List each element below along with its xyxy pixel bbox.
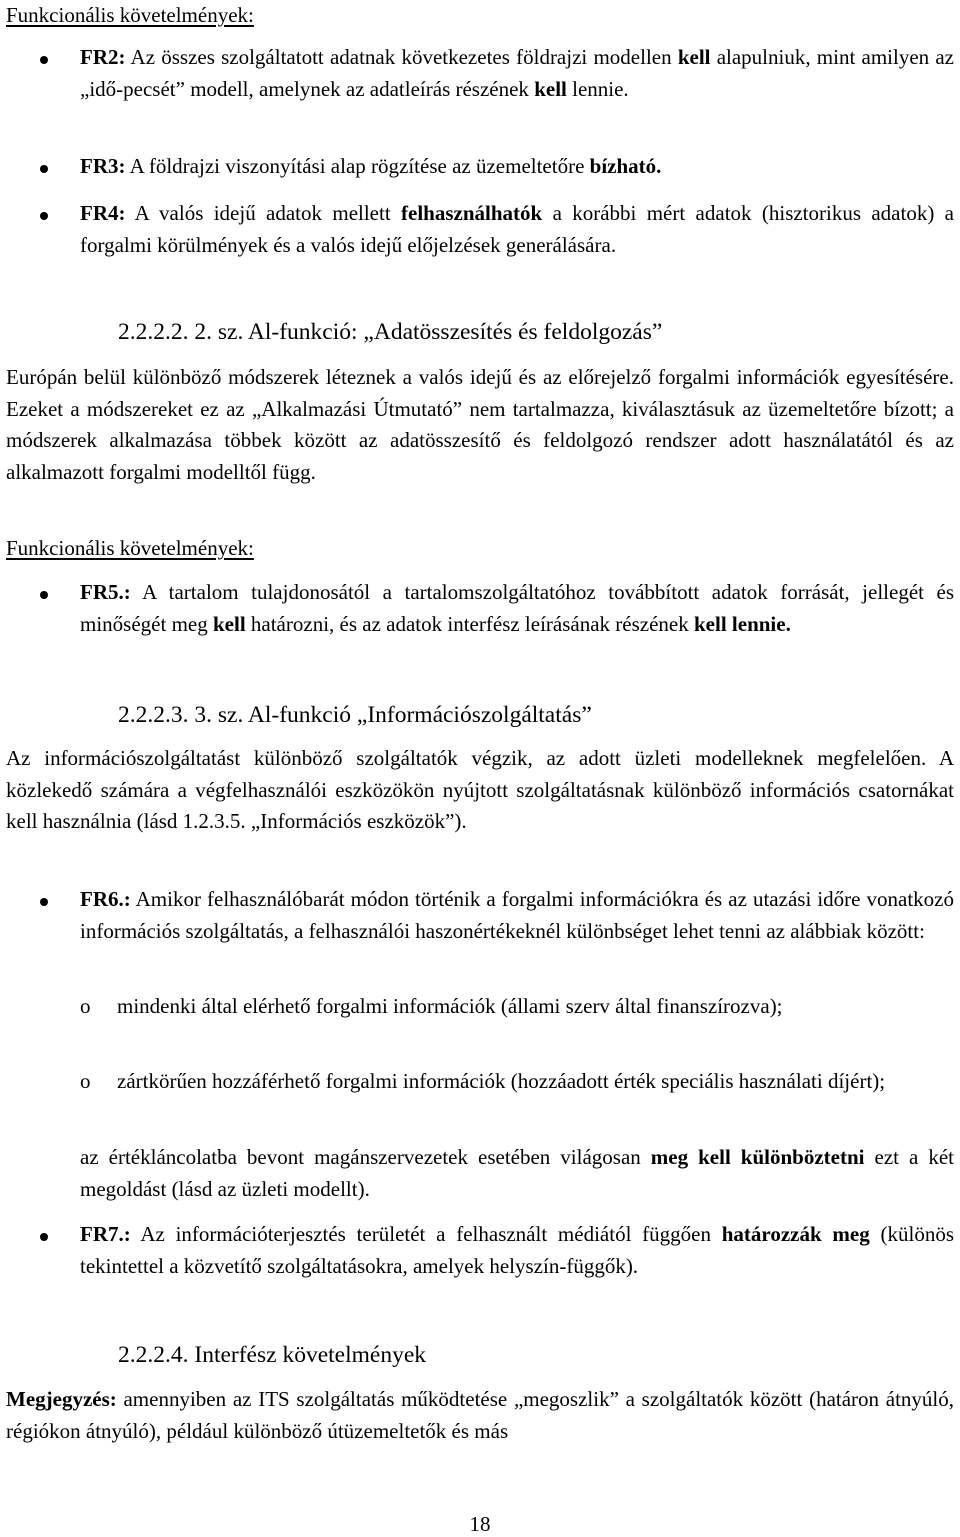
section-heading-2-2-2-4: 2.2.2.4. Interfész követelmények	[118, 1342, 427, 1368]
functional-requirements-heading-1: Funkcionális követelmények:	[6, 3, 254, 27]
bullet-icon	[40, 591, 48, 599]
bullet-icon	[40, 1233, 48, 1241]
fr2-item: FR2: Az összes szolgáltatott adatnak következetes földrajzi modellen kell alapulniuk, mint amilyen az „idő-pecsét” modell, amelynek az adatleírás részének kell lennie.	[40, 42, 954, 105]
sub-bullet-marker: o	[80, 994, 91, 1018]
fr6-subitem-public: o mindenki által elérhető forgalmi információk (állami szerv által finanszírozva);	[80, 991, 954, 1023]
bullet-icon	[40, 165, 48, 173]
fr6-item: FR6.: Amikor felhasználóbarát módon történik a forgalmi információkra és az utazási időre vonatkozó információs szolgáltatás, a felhasználói haszonértékeknél különbséget lehet tenni az alábbiak között:	[40, 884, 954, 947]
bullet-icon	[40, 56, 48, 64]
fr6-continuation: az értékláncolatba bevont magánszervezetek esetében világosan meg kell különböztetni ezt a két megoldást (lásd az üzleti modellt).	[80, 1145, 954, 1201]
paragraph-data-aggregation: Európán belül különböző módszerek léteznek a valós idejű és az előrejelző forgalmi információk egyesítésére. Ezeket a módszereket ez az „Alkalmazási Útmutató” nem tartalmazza, kiválasztásuk az üzemeltetőre bízott; a módszerek alkalmazása többek között az adatösszesítő és feldolgozó rendszer adott használatától és az alkalmazott forgalmi modelltől függ.	[6, 365, 954, 484]
fr4-item: FR4: A valós idejű adatok mellett felhasználhatók a korábbi mért adatok (hisztorikus adatok) a forgalmi körülmények és a valós idejű előjelzések generálására.	[40, 198, 954, 261]
section-heading-2-2-2-2: 2.2.2.2. 2. sz. Al-funkció: „Adatösszesítés és feldolgozás”	[118, 319, 663, 345]
fr3-item: FR3: A földrajzi viszonyítási alap rögzítése az üzemeltetőre bízható.	[40, 151, 954, 183]
fr6-subitem-private: o zártkörűen hozzáférhető forgalmi információk (hozzáadott érték speciális használati díjért);	[80, 1066, 954, 1098]
page-number: 18	[469, 1512, 491, 1536]
section-heading-2-2-2-3: 2.2.2.3. 3. sz. Al-funkció „Információszolgáltatás”	[118, 702, 592, 728]
bullet-icon	[40, 898, 48, 906]
functional-requirements-heading-2: Funkcionális követelmények:	[6, 536, 254, 560]
sub-bullet-marker: o	[80, 1069, 91, 1093]
paragraph-information-service: Az információszolgáltatást különböző szolgáltatók végzik, az adott üzleti modelleknek megfelelően. A közlekedő számára a végfelhasználói eszközökön nyújtott szolgáltatásnak különböző információs csatornákat kell használnia (lásd 1.2.3.5. „Információs eszközök”).	[6, 746, 954, 833]
bullet-icon	[40, 212, 48, 220]
fr7-item: FR7.: Az információterjesztés területét a felhasznált médiától függően határozzák meg (különös tekintettel a közvetítő szolgáltatásokra, amelyek helyszín-függők).	[40, 1219, 954, 1282]
note-paragraph: Megjegyzés: amennyiben az ITS szolgáltatás működtetése „megoszlik” a szolgáltatók között (határon átnyúló, régiókon átnyúló), például különböző útüzemeltetők és más	[6, 1387, 954, 1443]
fr5-item: FR5.: A tartalom tulajdonosától a tartalomszolgáltatóhoz továbbított adatok forrását, jellegét és minőségét meg kell határozni, és az adatok interfész leírásának részének kell lennie.	[40, 577, 954, 640]
